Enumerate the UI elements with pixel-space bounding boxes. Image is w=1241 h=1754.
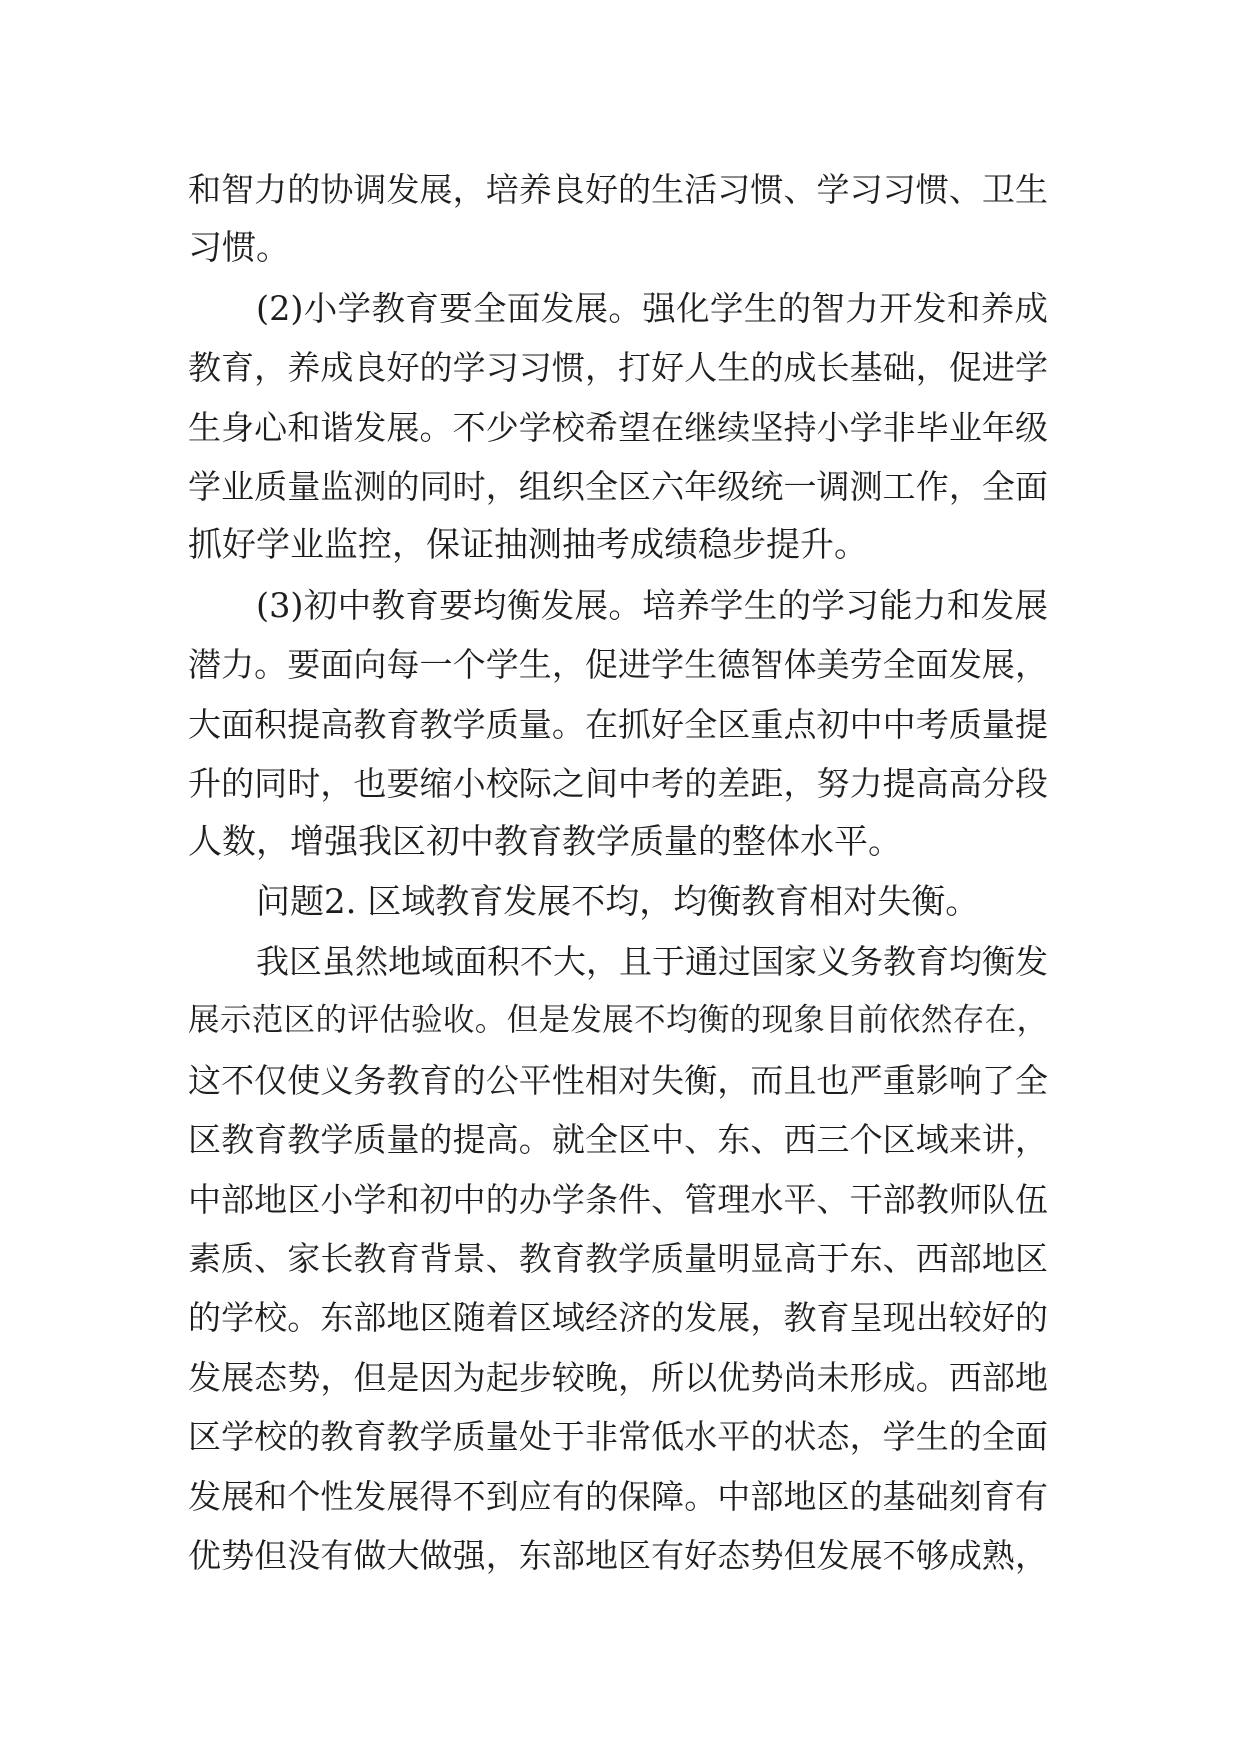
text-line: 人数，增强我区初中教育教学质量的整体水平。	[188, 822, 902, 863]
text-line: 教育，养成良好的学习习惯，打好人生的成长基础，促进学	[188, 348, 1048, 388]
text-line: 发展和个性发展得不到应有的保障。中部地区的基础刻育有	[188, 1476, 1048, 1516]
text-line: 素质、家长教育背景、教育教学质量明显高于东、西部地区	[188, 1239, 1048, 1279]
text-line: 大面积提高教育教学质量。在抓好全区重点初中中考质量提	[188, 704, 1048, 744]
text-line: 生身心和谐发展。不少学校希望在继续坚持小学非毕业年级	[188, 407, 1048, 447]
text-line: 区学校的教育教学质量处于非常低水平的状态，学生的全面	[188, 1417, 1048, 1457]
text-line: 这不仅使义务教育的公平性相对失衡，而且也严重影响了全	[188, 1060, 1048, 1100]
text-line: 中部地区小学和初中的办学条件、管理水平、干部教师队伍	[188, 1179, 1048, 1219]
document-body	[188, 160, 1048, 1585]
text-line: 习惯。	[188, 228, 290, 269]
text-line: 我区虽然地域面积不大，且于通过国家义务教育均衡发	[256, 942, 1048, 982]
text-line: 学业质量监测的同时，组织全区六年级统一调测工作，全面	[188, 466, 1048, 506]
text-line: 优势但没有做大做强，东部地区有好态势但发展不够成熟，	[188, 1535, 1048, 1575]
text-line: 的学校。东部地区随着区域经济的发展，教育呈现出较好的	[188, 1298, 1048, 1338]
text-line: 展示范区的评估验收。但是发展不均衡的现象目前依然存在，	[188, 1002, 1048, 1039]
text-line: 发展态势，但是因为起步较晚，所以优势尚未形成。西部地	[188, 1357, 1048, 1397]
text-line: 区教育教学质量的提高。就全区中、东、西三个区域来讲，	[188, 1120, 1048, 1160]
text-line: (3)初中教育要均衡发展。培养学生的学习能力和发展	[256, 585, 1048, 625]
text-line: 和智力的协调发展，培养良好的生活习惯、学习习惯、卫生	[188, 170, 1048, 209]
text-line: (2)小学教育要全面发展。强化学生的智力开发和养成	[256, 288, 1048, 328]
text-line: 升的同时，也要缩小校际之间中考的差距，努力提高高分段	[188, 763, 1048, 803]
text-line: 问题2. 区域教育发展不均，均衡教育相对失衡。	[256, 881, 980, 922]
text-line: 抓好学业监控，保证抽测抽考成绩稳步提升。	[188, 525, 868, 566]
text-line: 潜力。要面向每一个学生，促进学生德智体美劳全面发展，	[188, 645, 1048, 685]
